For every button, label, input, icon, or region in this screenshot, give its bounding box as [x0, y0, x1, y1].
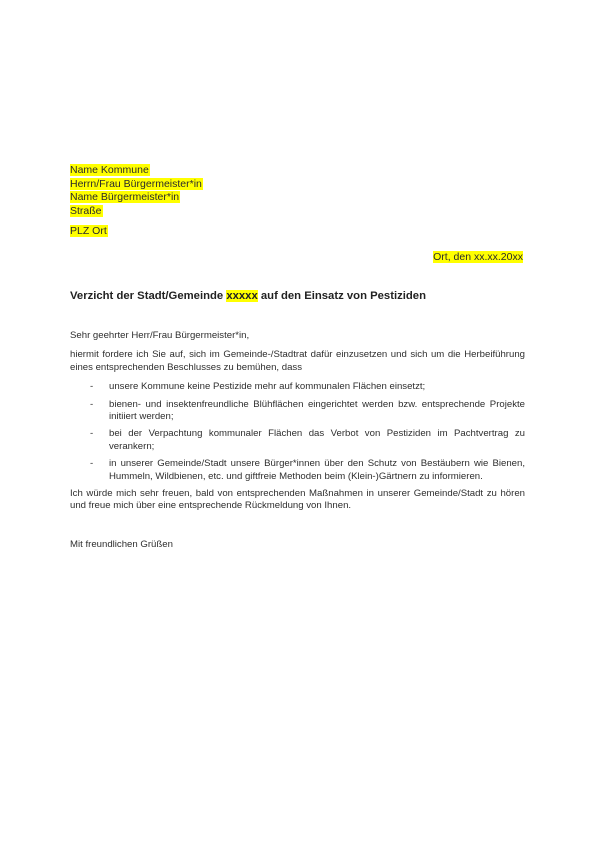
recipient-address [70, 164, 203, 239]
demand-list [70, 381, 525, 483]
address-line-street [70, 205, 203, 219]
address-line-plz [70, 225, 203, 239]
letter-regards: Mit freundlichen Grüßen [70, 538, 173, 550]
address-plz-text: PLZ Ort [70, 225, 107, 238]
address-line-anrede [70, 178, 203, 192]
letter-intro: hiermit fordere ich Sie auf, sich im Gemeinde-/Stadtrat dafür einzusetzen und sich um die Herbeiführung eines entsprechenden Beschlusses zu bemühen, dass [70, 349, 525, 373]
list-item [70, 458, 525, 483]
letter-salutation: Sehr geehrter Herr/Frau Bürgermeister*in, [70, 330, 250, 341]
subject-before: Verzicht der Stadt/Gemeinde [70, 290, 227, 302]
subject-after: auf den Einsatz von Pestiziden [257, 290, 426, 302]
list-dash: - [90, 381, 94, 393]
letter-closing-paragraph: Ich würde mich sehr freuen, bald von entsprechenden Maßnahmen in unserer Gemeinde/Stadt zu hören und freue mich über eine entsprechende Rückmeldung von Ihnen. [70, 488, 525, 512]
address-kommune-text: Name Kommune [70, 164, 149, 176]
list-item [70, 399, 525, 424]
letter-date [433, 250, 523, 264]
list-item-text: bei der Verpachtung kommunaler Flächen das Verbot von Pestiziden im Pachtvertrag zu verankern; [109, 428, 525, 452]
list-item-text: unsere Kommune keine Pestizide mehr auf kommunalen Flächen einsetzt; [109, 381, 426, 393]
address-anrede-text: Herrn/Frau Bürgermeister*in [70, 177, 202, 190]
letter-body [70, 330, 525, 551]
list-dash: - [90, 458, 94, 470]
address-name-text: Name Bürgermeister*in [70, 191, 180, 204]
letter-subject [70, 289, 426, 304]
address-street-text: Straße [70, 204, 102, 217]
subject-placeholder: xxxxx [226, 290, 258, 302]
list-dash: - [90, 398, 94, 410]
list-dash: - [90, 428, 94, 440]
list-item [70, 381, 525, 393]
list-item-text: bienen- und insektenfreundliche Blühflächen eingerichtet werden bzw. entsprechende Projekte initiiert werden; [109, 398, 525, 423]
address-line-name [70, 191, 203, 205]
list-item [70, 428, 525, 453]
letter-date-text: Ort, den xx.xx.20xx [433, 251, 523, 263]
address-line-kommune [70, 164, 203, 178]
list-item-text: in unserer Gemeinde/Stadt unsere Bürger*innen über den Schutz von Bestäubern wie Bienen, Hummeln, Wildbienen, etc. und giftfreie Methoden beim (Klein-)Gärtnern zu informieren. [109, 458, 525, 482]
